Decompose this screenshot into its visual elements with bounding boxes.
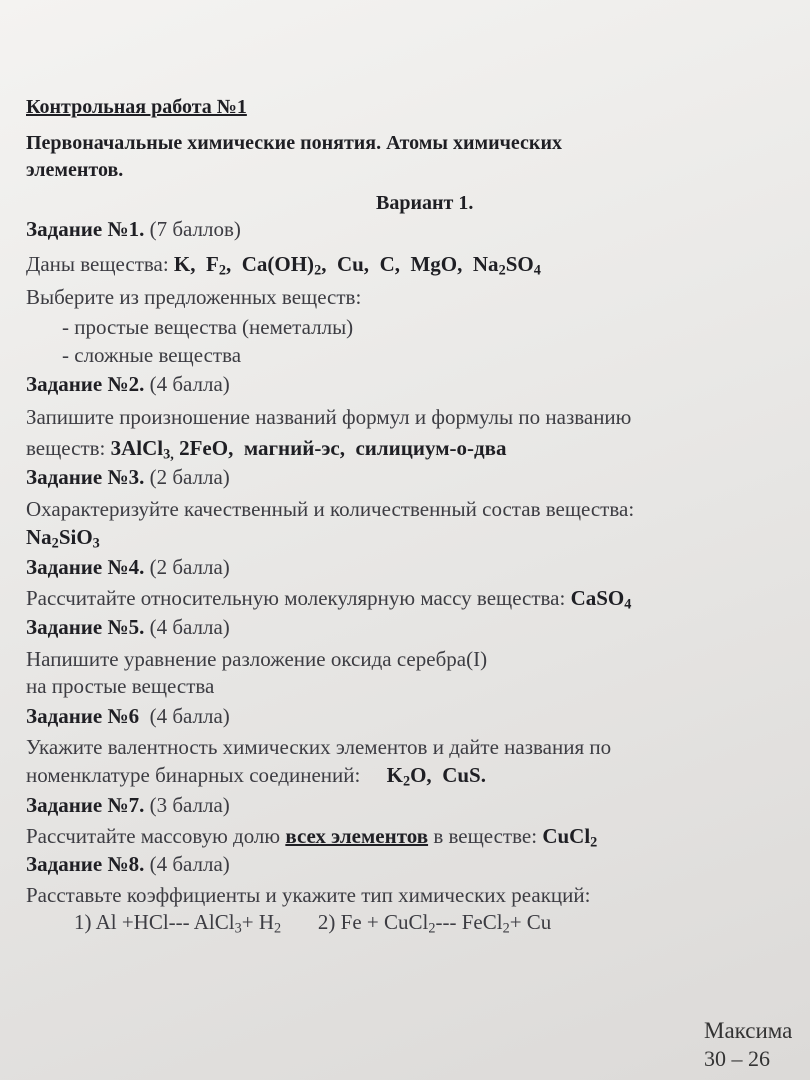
substance-caoh-comma: , [321, 252, 327, 276]
task3-points: (2 балла) [149, 465, 230, 489]
task1-option-2: - сложные вещества [62, 343, 242, 367]
task2-name-b: силициум-о-два [355, 436, 507, 460]
substance-caoh-sub: 2 [314, 262, 322, 279]
substance-c: C, [379, 252, 400, 276]
task4-text: Рассчитайте относительную молекулярную массу вещества: [26, 586, 566, 610]
task7-tail: в веществе: [433, 824, 538, 848]
score-range: 30 – 26 [704, 1046, 770, 1071]
task6-line1: Укажите валентность химических элементов и дайте названия по [26, 735, 612, 759]
reaction-1-part-b: + H [241, 910, 275, 934]
formula-k-sub: 2 [402, 773, 411, 790]
substance-so: SO [505, 252, 534, 276]
task6-formula-cus: CuS. [442, 763, 486, 787]
task3-formula [26, 524, 100, 550]
formula-alcl-sub: 3, [163, 446, 174, 463]
task6-points: (4 балла) [149, 704, 230, 728]
task1-instruction: Выберите из предложенных веществ: [26, 285, 362, 309]
reaction-2-part-b: --- FeCl [435, 910, 503, 934]
substance-cu: Cu, [336, 252, 370, 276]
task1-points: (7 баллов) [149, 217, 241, 241]
task8-heading [26, 851, 230, 877]
task4-formula [570, 586, 632, 613]
task6-heading [26, 703, 230, 729]
task5-title: Задание №5. [26, 615, 145, 639]
task2-heading [26, 371, 230, 397]
reaction-2 [317, 910, 552, 937]
task6-formula-k2o [386, 763, 432, 790]
substance-na: Na [472, 252, 499, 276]
task7-text: Рассчитайте массовую долю [26, 824, 281, 848]
test-subtitle-line1: Первоначальные химические понятия. Атомы химических [26, 132, 562, 154]
task2-title: Задание №2. [26, 372, 145, 396]
task7-formula [542, 824, 598, 851]
formula-alcl: 3AlCl [110, 436, 164, 460]
task8-line1: Расставьте коэффициенты и укажите тип химических реакций: [26, 883, 591, 907]
reaction-2-part-a: 2) Fe + CuCl [317, 910, 429, 934]
task8-title: Задание №8. [26, 852, 145, 876]
substance-na-sub: 2 [498, 262, 506, 279]
substance-caoh: Ca(OH) [241, 252, 315, 276]
formula-caso: CaSO [570, 586, 625, 610]
formula-sio-sub: 3 [92, 535, 100, 552]
task5-points: (4 балла) [149, 615, 230, 639]
reaction-2-part-c: + Cu [509, 910, 552, 934]
formula-caso-sub: 4 [624, 596, 632, 613]
task1-option-1: - простые вещества (неметаллы) [62, 315, 354, 339]
task7-emphasis: всех элементов [285, 824, 429, 848]
formula-cucl-sub: 2 [590, 834, 598, 851]
task1-heading [26, 216, 241, 242]
task6-line2 [26, 762, 486, 788]
formula-sio: SiO [58, 525, 93, 549]
formula-na: Na [26, 525, 52, 549]
task4-heading [26, 554, 230, 580]
task4-points: (2 балла) [149, 555, 230, 579]
task4-line1 [26, 585, 631, 611]
task2-name-a: магний-эс, [243, 436, 345, 460]
max-score-label: Максима [704, 1018, 793, 1043]
reaction-2-sub-a: 2 [428, 920, 436, 937]
formula-k-tail: O, [410, 763, 432, 787]
reaction-1 [74, 910, 282, 937]
task4-title: Задание №4. [26, 555, 145, 579]
task2-line1: Запишите произношение названий формул и формулы по названию [26, 405, 632, 429]
task7-heading [26, 792, 230, 818]
task2-prefix: веществ: [26, 436, 106, 460]
test-subtitle-line2: элементов. [26, 159, 124, 181]
task7-points: (3 балла) [149, 793, 230, 817]
substance-mgo: MgO, [410, 252, 463, 276]
task2-line2 [26, 435, 506, 461]
reaction-1-part-a: 1) Al +HCl--- AlCl [74, 910, 235, 934]
variant-label: Вариант 1. [376, 192, 474, 214]
reaction-1-sub-b: 2 [274, 920, 282, 937]
task8-reactions [74, 909, 551, 935]
task6-text: номенклатуре бинарных соединений: [26, 763, 361, 787]
task1-given [26, 251, 541, 277]
task3-line1: Охарактеризуйте качественный и количественный состав вещества: [26, 497, 635, 521]
task8-points: (4 балла) [149, 852, 230, 876]
substance-f-comma: , [225, 252, 232, 276]
task5-line1: Напишите уравнение разложение оксида серебра(I) [26, 647, 488, 671]
test-title: Контрольная работа №1 [26, 96, 247, 118]
substance-f-sub: 2 [218, 262, 226, 279]
formula-cucl: CuCl [542, 824, 591, 848]
reaction-1-sub-a: 3 [234, 920, 242, 937]
task2-formula-b: 2FeO, [179, 436, 234, 460]
formula-k: K [386, 763, 403, 787]
task6-title: Задание №6 [26, 704, 140, 728]
task7-title: Задание №7. [26, 793, 145, 817]
task5-heading [26, 614, 230, 640]
task1-title: Задание №1. [26, 217, 145, 241]
formula-na-sub: 2 [51, 535, 59, 552]
task1-substances [173, 252, 541, 279]
task2-formula-a [110, 436, 174, 463]
task3-title: Задание №3. [26, 465, 145, 489]
task1-given-prefix: Даны вещества: [26, 252, 169, 276]
substance-so-sub: 4 [533, 262, 541, 279]
substance-k: K, [173, 252, 196, 276]
task2-points: (4 балла) [149, 372, 230, 396]
task7-line1 [26, 823, 597, 849]
task3-heading [26, 464, 230, 490]
task5-line2: на простые вещества [26, 674, 215, 698]
reaction-2-sub-b: 2 [502, 920, 510, 937]
substance-f: F [206, 252, 219, 276]
